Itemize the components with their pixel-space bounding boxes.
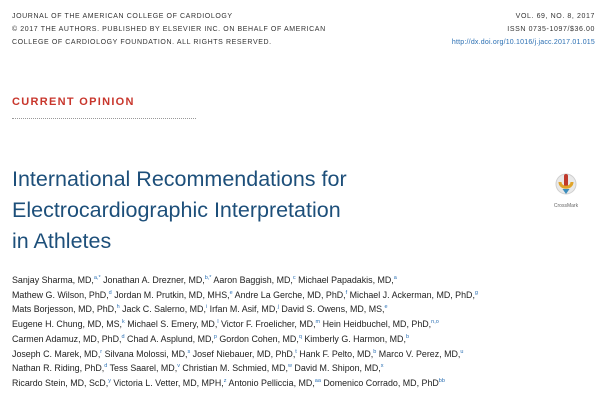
author-name: Nathan R. Riding, PhD,	[12, 363, 105, 374]
copyright-line-2: COLLEGE OF CARDIOLOGY FOUNDATION. ALL RIGHTS RESERVED.	[12, 39, 272, 46]
affiliation-marker[interactable]: x	[380, 363, 384, 370]
article-title	[12, 164, 532, 257]
affiliation-marker[interactable]: c	[292, 275, 296, 281]
author-line	[12, 347, 604, 362]
affiliation-marker[interactable]: v	[177, 363, 180, 370]
author-name: Michael S. Emery, MD,	[124, 319, 218, 330]
section-label: CURRENT OPINION	[12, 96, 135, 108]
author-list	[12, 273, 604, 391]
affiliation-marker[interactable]: l	[217, 319, 219, 326]
author-name: Gordon Cohen, MD,	[216, 333, 299, 344]
affiliation-marker[interactable]: e	[384, 304, 388, 311]
author-name: Jonathan A. Drezner, MD,	[100, 275, 205, 285]
affiliation-marker[interactable]: q	[298, 333, 302, 340]
crossmark-label: CrossMark	[553, 203, 579, 209]
author-line	[12, 317, 604, 332]
crossmark-badge[interactable]	[553, 173, 579, 209]
issn: ISSN 0735-1097/$36.00	[507, 26, 595, 33]
author-name: Victoria L. Vetter, MD, MPH,	[110, 377, 224, 388]
affiliation-marker[interactable]: a	[393, 275, 397, 281]
affiliation-marker[interactable]: a,*	[93, 275, 101, 281]
author-name: Kimberly G. Harmon, MD,	[301, 333, 406, 344]
affiliation-marker[interactable]: u	[460, 348, 464, 355]
affiliation-marker[interactable]: m	[315, 319, 321, 326]
author-name: David M. Shipon, MD,	[291, 363, 381, 374]
affiliation-marker[interactable]: b	[405, 333, 409, 340]
author-name: Sanjay Sharma, MD,	[12, 275, 94, 285]
author-name: Eugene H. Chung, MD, MS,	[12, 319, 123, 330]
section-divider	[12, 118, 196, 119]
author-name: Hein Heidbuchel, MD, PhD,	[320, 319, 432, 330]
affiliation-marker[interactable]: t	[295, 348, 297, 355]
author-name: Tess Saarel, MD,	[107, 363, 178, 374]
author-name: Michael J. Ackerman, MD, PhD,	[347, 289, 475, 300]
affiliation-marker[interactable]: k	[122, 319, 125, 326]
citation-header	[452, 10, 595, 49]
affiliation-marker[interactable]: h	[116, 304, 120, 311]
author-name: Joseph C. Marek, MD,	[12, 348, 101, 359]
copyright-line-1: © 2017 THE AUTHORS. PUBLISHED BY ELSEVIER INC. ON BEHALF OF AMERICAN	[12, 26, 326, 33]
author-name: Ricardo Stein, MD, ScD,	[12, 377, 109, 388]
author-name: Marco V. Perez, MD,	[376, 348, 461, 359]
volume-info: VOL. 69, NO. 8, 2017	[515, 13, 595, 20]
author-line	[12, 302, 604, 317]
journal-name: JOURNAL OF THE AMERICAN COLLEGE OF CARDIOLOGY	[12, 13, 233, 20]
author-name: Carmen Adamuz, MD, PhD,	[12, 333, 122, 344]
author-name: Michael Papadakis, MD,	[295, 275, 394, 285]
author-line	[12, 332, 604, 347]
title-line-1: International Recommendations for	[12, 167, 347, 191]
author-name: Victor F. Froelicher, MD,	[218, 319, 316, 330]
author-name: Chad A. Asplund, MD,	[124, 333, 214, 344]
author-name: Hank F. Pelto, MD,	[296, 348, 374, 359]
affiliation-marker[interactable]: d	[121, 333, 125, 340]
author-name: Antonio Pelliccia, MD,	[226, 377, 315, 388]
author-name: Josef Niebauer, MD, PhD,	[190, 348, 296, 359]
affiliation-marker[interactable]: aa	[314, 377, 321, 384]
author-line	[12, 288, 604, 303]
affiliation-marker[interactable]: y	[108, 377, 111, 384]
author-name: Silvana Molossi, MD,	[102, 348, 188, 359]
affiliation-marker[interactable]: p	[213, 333, 217, 340]
doi-link[interactable]: http://dx.doi.org/10.1016/j.jacc.2017.01.015	[451, 39, 595, 46]
author-name: Irfan M. Asif, MD,	[207, 304, 278, 315]
author-name: Christian M. Schmied, MD,	[179, 363, 288, 374]
affiliation-marker[interactable]: b	[373, 348, 377, 355]
affiliation-marker[interactable]: i	[205, 304, 208, 311]
affiliation-marker[interactable]: d	[104, 363, 108, 370]
author-name: Mats Borjesson, MD, PhD,	[12, 304, 117, 315]
affiliation-marker[interactable]: r	[100, 348, 103, 355]
author-line	[12, 361, 604, 376]
affiliation-marker[interactable]: bb	[438, 377, 445, 384]
author-name: Mathew G. Wilson, PhD,	[12, 289, 109, 300]
author-name: Andre La Gerche, MD, PhD,	[232, 289, 346, 300]
affiliation-marker[interactable]: b,*	[204, 275, 212, 281]
affiliation-marker[interactable]: g	[474, 289, 478, 296]
author-name: Domenico Corrado, MD, PhD	[320, 377, 439, 388]
author-name: Aaron Baggish, MD,	[211, 275, 293, 285]
affiliation-marker[interactable]: z	[223, 377, 227, 384]
affiliation-marker[interactable]: w	[287, 363, 292, 370]
crossmark-icon	[555, 173, 577, 197]
journal-header	[12, 10, 372, 49]
author-name: Jordan M. Prutkin, MD, MHS,	[111, 289, 230, 300]
author-name: Jack C. Salerno, MD,	[119, 304, 206, 315]
affiliation-marker[interactable]: d	[108, 289, 112, 296]
affiliation-marker[interactable]: s	[187, 348, 191, 355]
affiliation-marker[interactable]: j	[277, 304, 279, 311]
author-line	[12, 376, 604, 391]
author-line	[12, 273, 604, 288]
affiliation-marker[interactable]: f	[345, 289, 348, 296]
title-line-3: in Athletes	[12, 229, 112, 253]
author-name: David S. Owens, MD, MS,	[278, 304, 385, 315]
affiliation-marker[interactable]: n,o	[431, 319, 439, 326]
affiliation-marker[interactable]: e	[229, 289, 233, 296]
title-line-2: Electrocardiographic Interpretation	[12, 198, 341, 222]
